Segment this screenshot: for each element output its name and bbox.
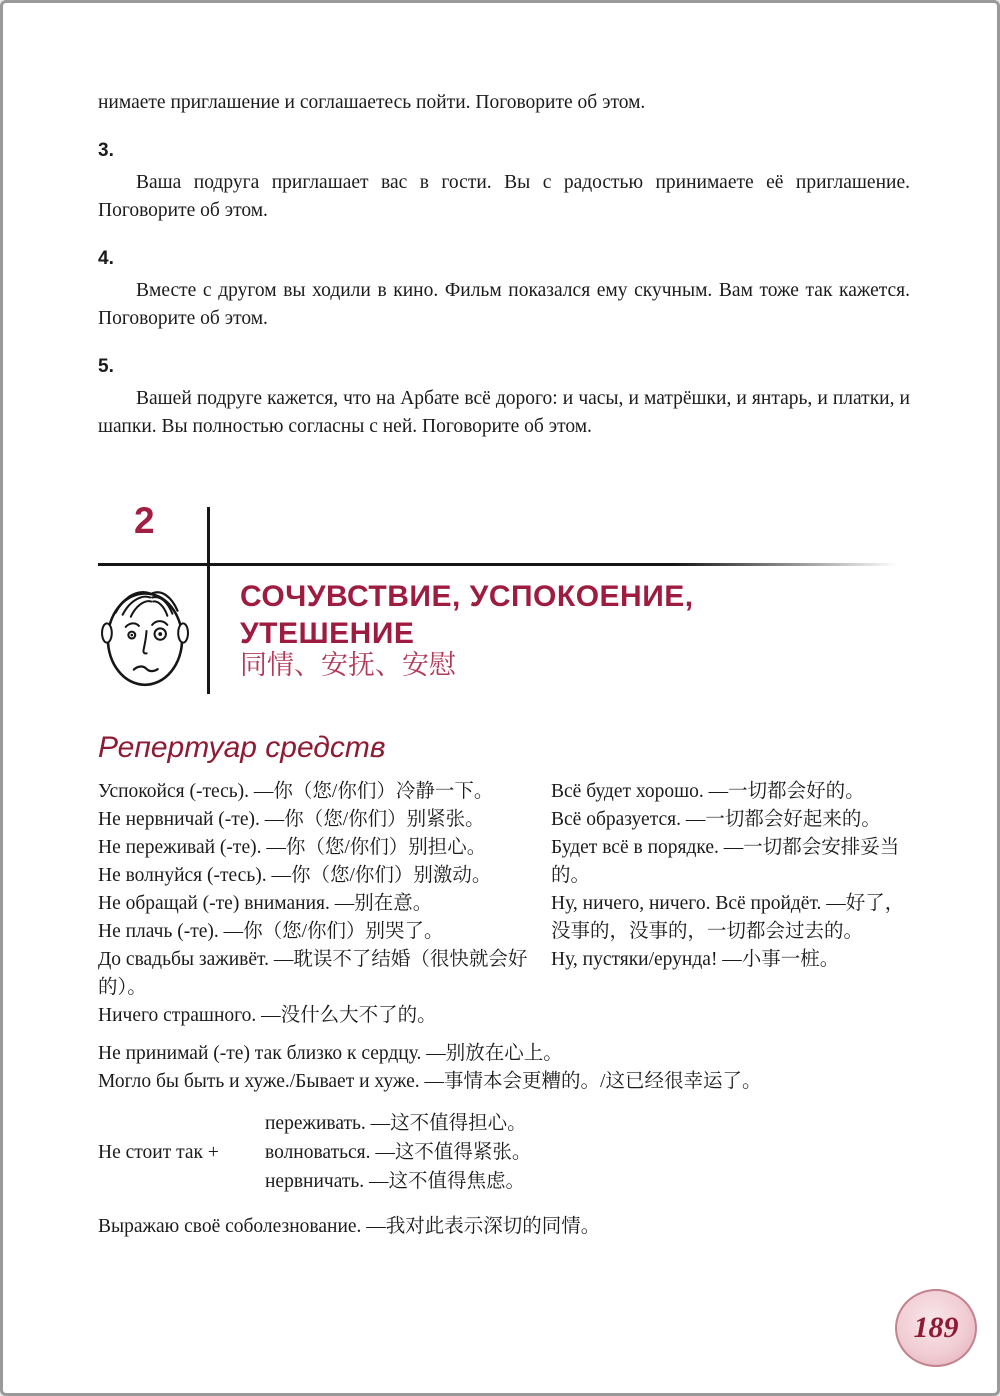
exercise-number: 3. xyxy=(98,140,114,161)
phrase-line: Всё будет хорошо. —一切都会好的。 xyxy=(551,781,865,802)
phrase-line: Ну, пустяки/ерунда! —小事一桩。 xyxy=(551,949,840,970)
pattern-options xyxy=(265,1109,531,1196)
phrase-line: Не нервничай (-те). —你（您/你们）别紧张。 xyxy=(98,809,485,830)
phrase-line: Всё образуется. —一切都会好起来的。 xyxy=(551,809,881,830)
section-title xyxy=(240,578,694,652)
pattern-option: волноваться. —这不值得紧张。 xyxy=(265,1142,532,1163)
exercise-text: Вместе с другом вы ходили в кино. Фильм показался ему скучным. Вам тоже так кажется. Поговорите об этом. xyxy=(98,280,910,329)
condolence-line: Выражаю своё соболезнование. —我对此表示深切的同情。 xyxy=(98,1216,601,1237)
page-number: 189 xyxy=(913,1311,959,1344)
exercise-text: Вашей подруге кажется, что на Арбате всё дорого: и часы, и матрёшки, и янтарь, и платки, и шапки. Вы полностью согласны с ней. Поговорите об этом. xyxy=(98,388,910,437)
horizontal-rule xyxy=(98,563,898,566)
exercise-number: 5. xyxy=(98,356,114,377)
exercise-number: 4. xyxy=(98,248,114,269)
exercise-text: Ваша подруга приглашает вас в гости. Вы с радостью принимаете её приглашение. Поговорите об этом. xyxy=(98,172,910,221)
pattern-option: переживать. —这不值得担心。 xyxy=(265,1113,527,1134)
phrase-line: Не плачь (-те). —你（您/你们）别哭了。 xyxy=(98,921,444,942)
phrase-line: Ну, ничего, ничего. Всё пройдёт. —好了，没事的，没事的，一切都会过去的。 xyxy=(551,893,905,942)
sad-face-icon xyxy=(99,568,191,696)
exercise-block xyxy=(98,89,910,441)
phrase-line: Не переживай (-те). —你（您/你们）别担心。 xyxy=(98,837,487,858)
phrase-line: До свадьбы заживёт. —耽误不了结婚（很快就会好的）。 xyxy=(98,949,528,998)
repertoire-heading: Репертуар средств xyxy=(98,731,386,764)
phrase-line: Не волнуйся (-тесь). —你（您/你们）别激动。 xyxy=(98,865,492,886)
phrase-line: Не принимай (-те) так близко к сердцу. —别放在心上。 xyxy=(98,1043,563,1064)
phrase-column-left xyxy=(98,778,556,1030)
section-title-line2: УТЕШЕНИЕ xyxy=(240,617,415,650)
phrase-line: Могло бы быть и хуже./Бывает и хуже. —事情本会更糟的。/这已经很幸运了。 xyxy=(98,1071,762,1092)
phrase-line: Ничего страшного. —没什么大不了的。 xyxy=(98,1005,437,1026)
section-subtitle-chinese: 同情、安抚、安慰 xyxy=(240,650,456,680)
pattern-stem: Не стоит так + xyxy=(98,1141,219,1163)
phrase-line: Будет всё в порядке. —一切都会安排妥当的。 xyxy=(551,837,900,886)
page-number-badge xyxy=(895,1289,977,1367)
phrase-pattern xyxy=(98,1109,531,1196)
section-number: 2 xyxy=(134,500,155,541)
phrase-line: Успокойся (-тесь). —你（您/你们）冷静一下。 xyxy=(98,781,494,802)
phrase-line: Не обращай (-те) внимания. —别在意。 xyxy=(98,893,433,914)
section-title-line1: СОЧУВСТВИЕ, УСПОКОЕНИЕ, xyxy=(240,580,694,613)
phrase-column-right xyxy=(551,778,913,974)
pattern-option: нервничать. —这不值得焦虑。 xyxy=(265,1171,526,1192)
paragraph-continuation: нимаете приглашение и соглашаетесь пойти. Поговорите об этом. xyxy=(98,92,646,113)
vertical-rule xyxy=(207,507,210,694)
phrase-fullwidth-block xyxy=(98,1040,976,1096)
